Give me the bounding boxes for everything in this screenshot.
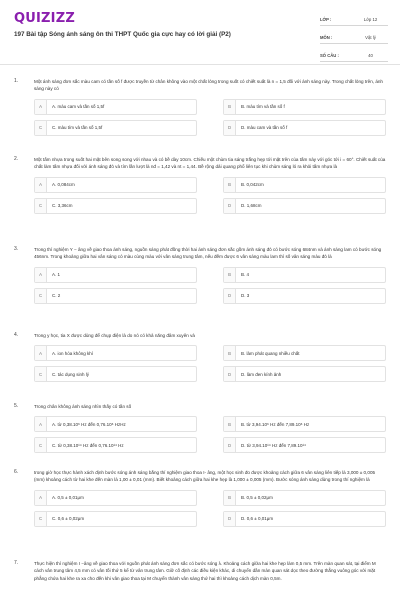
option-letter: A [35, 100, 47, 114]
option-grid [34, 416, 386, 453]
option-text: D. 1,68cm [241, 203, 262, 209]
option-text: C. 3,36cm [52, 203, 73, 209]
option-letter: B [224, 268, 236, 282]
meta-value: Lớp 12 [363, 17, 378, 22]
option-text: B. làm phát quang nhiều chất [241, 350, 300, 356]
question-list [0, 78, 400, 600]
option-text: B. từ 3,94.10⁶ Hz đến 7,89.10⁶ Hz [241, 421, 310, 427]
question-7 [14, 560, 386, 600]
option-b[interactable] [223, 267, 386, 283]
option-text: B. 0,042cm [241, 182, 264, 188]
option-text: C. từ 0,38.10¹⁴ Hz đến 0,76.10¹⁴ Hz [52, 442, 124, 448]
option-letter: C [35, 121, 47, 135]
question-text: Trong y học, tia X được dùng để chụp điện là do nó có khả năng đâm xuyên và [34, 333, 195, 338]
document-title: 197 Bài tập Sóng ánh sáng ôn thi THPT Quốc gia cực hay có lời giải (P2) [14, 31, 231, 38]
option-d[interactable] [223, 437, 386, 453]
option-c[interactable] [34, 198, 197, 214]
option-text: D. màu cam và tần số f [241, 125, 288, 131]
question-number: 5. [14, 403, 19, 409]
question-text: Thực hiện thí nghiệm I −âng về giao thoa với nguồn phát ánh sáng đơn sắc có bước sóng λ. Khoảng cách giữa hai khe hẹp làm 0,5 mm. Trên màn quan sát, tại điểm M cách vân trung tâm 4,5 mm có vân tối thứ 5 kể từ vân trung tâm. Giữ cố định các điều kiện khác, di chuyển dần màn quan sát dọc theo đường thẳng vuông góc với mặt phẳng chứa hai khe ra xa cho đến khi vân giao thoa tại M chuyển thành vân sáng thứ hai thì khoảng cách dịch màn 0,5m. [34, 561, 376, 581]
option-letter: A [35, 491, 47, 505]
option-text: C. 2 [52, 293, 61, 299]
option-d[interactable] [223, 511, 386, 527]
option-text: D. 0,6 ± 0,01μm [241, 516, 274, 522]
option-a[interactable] [34, 490, 197, 506]
option-text: C. tác dụng sinh lý [52, 371, 90, 377]
option-letter: B [224, 346, 236, 360]
option-letter: D [224, 367, 236, 381]
option-grid [34, 490, 386, 527]
option-text: B. 4 [241, 272, 250, 278]
option-text: C. màu tím và tần số 1,5f [52, 125, 103, 131]
header-divider [0, 64, 400, 65]
option-letter: C [35, 438, 47, 452]
option-letter: B [224, 100, 236, 114]
option-grid [34, 99, 386, 136]
question-6 [14, 469, 386, 560]
question-4 [14, 332, 386, 403]
option-letter: A [35, 268, 47, 282]
option-text: D. 3 [241, 293, 250, 299]
question-5 [14, 403, 386, 469]
meta-key: MÔN : [320, 35, 333, 40]
option-a[interactable] [34, 416, 197, 432]
meta-value: Vật lý [365, 35, 376, 40]
option-letter: A [35, 346, 47, 360]
question-number: 1. [14, 78, 19, 84]
meta-value: 40 [368, 53, 373, 58]
option-d[interactable] [223, 288, 386, 304]
question-text: Trong chân không ánh sáng nhìn thấy có tần số [34, 404, 132, 409]
option-b[interactable] [223, 99, 386, 115]
meta-row-subject [320, 32, 388, 44]
meta-key: LỚP : [320, 17, 332, 22]
option-text: D. làm đen kính ảnh [241, 371, 282, 377]
option-text: D. từ 3,94.10¹⁴ Hz đến 7,89.10¹⁴ [241, 442, 306, 448]
option-b[interactable] [223, 416, 386, 432]
question-number: 6. [14, 469, 19, 475]
question-text: Trong thí nghiệm Y − âng về giao thoa ánh sáng, nguồn sáng phát đồng thời hai ánh sáng đơn sắc gồm ánh sáng đỏ có bước sóng 684nm và ánh sáng lam có bước sóng 456nm. Trong khoảng giữa hai vân sáng có màu cùng màu với vân sáng trung tâm, nếu đếm được 6 vân sáng màu lam thì số vân sáng màu đỏ là [34, 247, 382, 260]
option-d[interactable] [223, 120, 386, 136]
option-letter: A [35, 417, 47, 431]
question-text: Một tấm nhựa trong suốt hai mặt bên song song với nhau và có bề dày 10cm. Chiếu một chùm tia sáng trắng hẹp tới mặt trên của tấm này với góc tới i = 60°. Chiết suất của chất làm tấm nhựa đối với ánh sáng đỏ và tím lần lượt là nđ = 1,42 và nt = 1,44. Bề rộng dải quang phổ liên tục khi chùm sáng ló ra khỏi tấm nhựa là [34, 157, 386, 170]
meta-box [320, 14, 388, 68]
option-d[interactable] [223, 198, 386, 214]
option-a[interactable] [34, 99, 197, 115]
option-text: A. từ 0,38.10⁶ Hz đến 0,76.10⁶ HzHz [52, 421, 126, 427]
option-letter: D [224, 289, 236, 303]
option-grid [34, 345, 386, 382]
option-a[interactable] [34, 267, 197, 283]
question-text: trong giờ học thực hành xách định bước sóng ánh sáng bằng thí nghiệm giao thoa I- âng, một học sinh đo được khoảng cách giữa 6 vân sáng liên tiếp là 3,000 ± 0,005 (mm) khoảng cách từ hai khe đến màn là 1,00 ± 0,01 (mm). Biết khoảng cách giữa hai khe hẹp là 1,000 ± 0,005 (mm). Bước sóng ánh sáng dùng trong thí nghiệm là [34, 470, 376, 483]
option-letter: C [35, 367, 47, 381]
question-1 [14, 78, 386, 156]
question-number: 3. [14, 246, 19, 252]
option-c[interactable] [34, 288, 197, 304]
option-letter: B [224, 417, 236, 431]
option-c[interactable] [34, 511, 197, 527]
option-text: A. ion hóa không khí [52, 350, 94, 356]
option-letter: B [224, 491, 236, 505]
option-d[interactable] [223, 366, 386, 382]
meta-row-count [320, 50, 388, 62]
meta-row-class [320, 14, 388, 26]
option-c[interactable] [34, 437, 197, 453]
quizizz-logo: QUIZIZZ [14, 11, 75, 26]
option-b[interactable] [223, 177, 386, 193]
question-3 [14, 246, 386, 332]
option-letter: D [224, 199, 236, 213]
question-2 [14, 156, 386, 246]
option-letter: D [224, 121, 236, 135]
option-letter: B [224, 178, 236, 192]
question-number: 2. [14, 156, 19, 162]
option-letter: C [35, 289, 47, 303]
page-header [0, 0, 400, 62]
option-grid [34, 177, 386, 214]
option-text: A. màu cam và tần số 1,5f [52, 104, 105, 110]
option-text: A. 0,5 ± 0,01μm [52, 495, 84, 501]
option-letter: A [35, 178, 47, 192]
question-number: 4. [14, 332, 19, 338]
option-grid [34, 267, 386, 304]
option-c[interactable] [34, 366, 197, 382]
meta-key: SỐ CÂU : [320, 53, 339, 58]
option-text: A. 1 [52, 272, 61, 278]
option-letter: D [224, 438, 236, 452]
option-a[interactable] [34, 345, 197, 361]
option-text: A. 0,084cm [52, 182, 75, 188]
option-b[interactable] [223, 490, 386, 506]
option-b[interactable] [223, 345, 386, 361]
option-letter: D [224, 512, 236, 526]
option-text: C. 0,6 ± 0,02μm [52, 516, 85, 522]
option-c[interactable] [34, 120, 197, 136]
option-letter: C [35, 512, 47, 526]
question-number: 7. [14, 560, 19, 566]
option-text: B. màu tím và tần số f [241, 104, 285, 110]
option-text: B. 0,5 ± 0,02μm [241, 495, 273, 501]
option-a[interactable] [34, 177, 197, 193]
question-text: Một ánh sáng đơn sắc màu cam có tần số f được truyền từ chân không vào một chất lỏng trong suốt có chiết suất là n = 1,5 đối với ánh sáng này. Trong chất lỏng trên, ánh sáng này có [34, 79, 383, 92]
option-letter: C [35, 199, 47, 213]
